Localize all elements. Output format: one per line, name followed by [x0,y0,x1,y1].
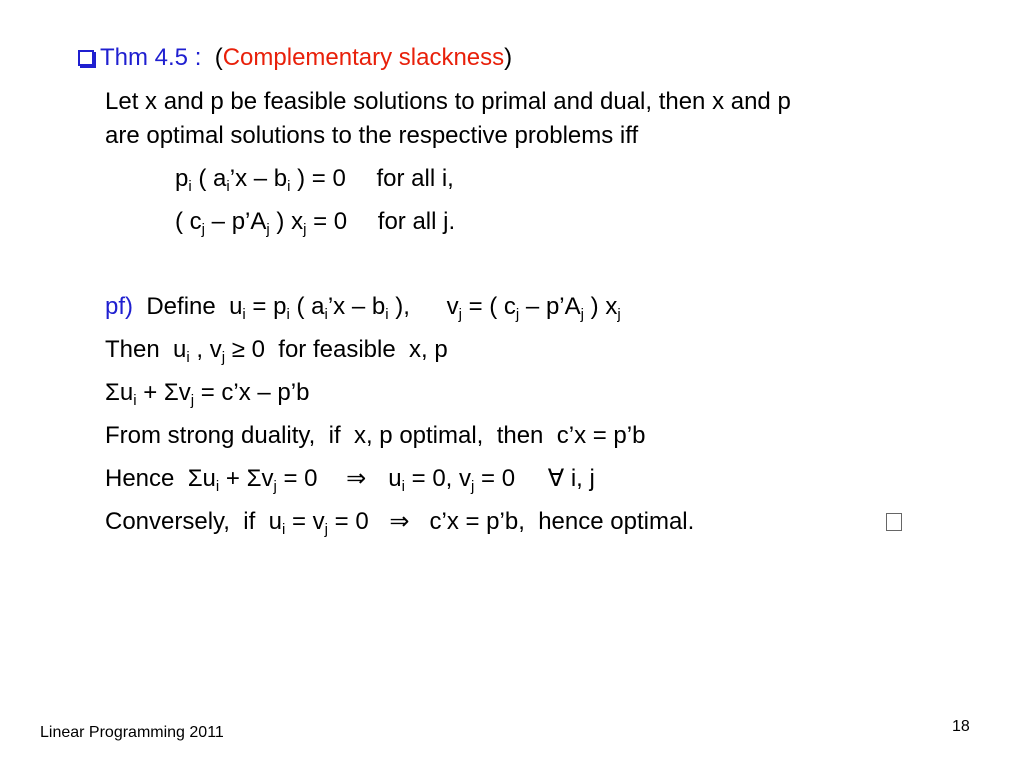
statement-line-2: are optimal solutions to the respective problems iff [105,122,639,149]
theorem-title: Thm 4.5 : (Complementary slackness) [78,44,512,72]
hollow-square-bullet-icon [78,50,94,66]
proof-nonnegative: Then $u_i$ , $v_j \ge 0$ for feasible x, p [105,336,448,366]
condition-dual: ( $c_j$ – $p’A_j$ ) $x_j = 0$ for all j. [175,208,456,238]
proof-strong-duality: From strong duality, if x, p optimal, then c’x = p’b [105,422,646,449]
page-number: 18 [952,718,970,735]
proof-label: pf) [105,293,134,320]
proof-hence: Hence $\Sigma u_i + \Sigma v_j = 0$ ⇒ $u_i = 0$, $v_j = 0$ ∀ i, j [105,465,595,495]
footer-text: Linear Programming 2011 [40,724,224,741]
theorem-label: Thm 4.5 : [100,44,202,71]
proof-define: pf) Define $u_i = p_i$ ( $a_i’x - b_i$ ), $v_j$ = ( $c_j$ – $p’A_j$ ) $x_j$ [105,293,621,323]
proof-sum: $\Sigma u_i + \Sigma v_j$ = c’x – p’b [105,379,310,409]
proof-conversely: Conversely, if $u_i = v_j = 0$ ⇒ c’x = p’b, hence optimal. [105,508,695,538]
condition-primal: $p_i$ ( $a_i’x - b_i$ ) = 0 for all i, [175,165,454,195]
theorem-name: Complementary slackness [222,44,505,71]
statement-line-1: Let x and p be feasible solutions to primal and dual, then x and p [105,88,791,115]
end-of-proof-icon [886,508,902,536]
